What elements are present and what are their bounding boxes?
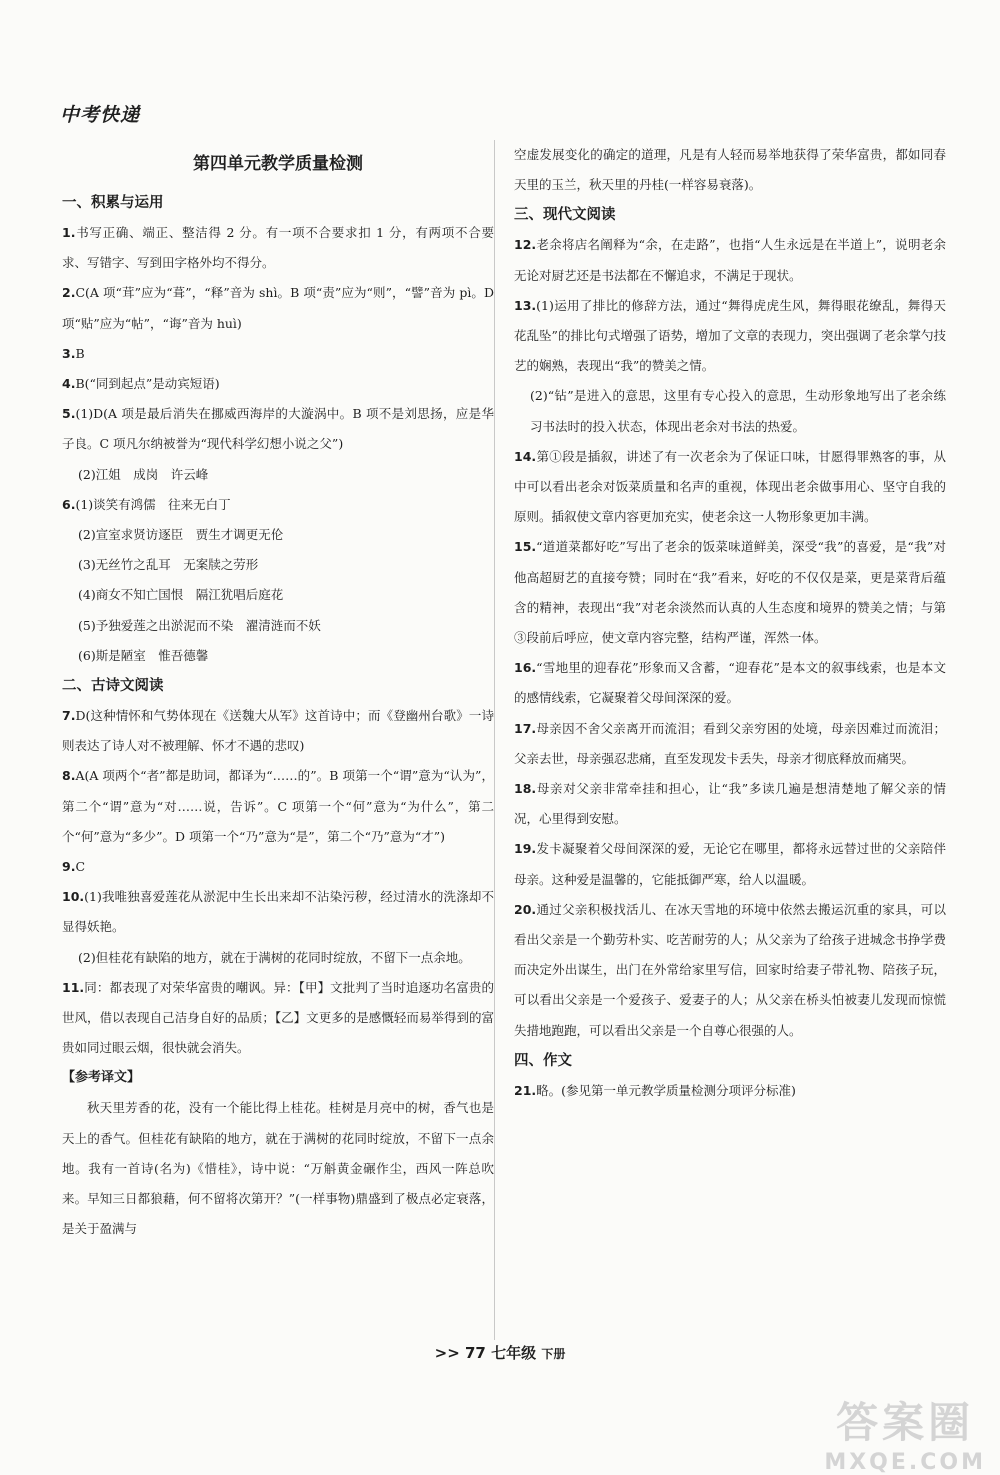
- question-text: 老余将店名阐释为“余，在走路”，也指“人生永远是在半道上”，说明老余无论对厨艺还是书法都在不懈追求，不满足于现状。: [514, 237, 946, 283]
- question-5: [62, 399, 494, 490]
- watermark-text: 答案圈: [836, 1398, 975, 1447]
- question-20: [514, 895, 946, 1046]
- question-1: [62, 218, 494, 278]
- section-heading-3: 三、现代文阅读: [514, 207, 616, 224]
- sub-answer: (2)宣室求贤访逐臣 贾生才调更无伦: [78, 527, 284, 543]
- question-text: “雪地里的迎春花”形象而又含蓄，“迎春花”是本文的叙事线索，也是本文的感情线索，它凝聚着父母间深深的爱。: [514, 660, 946, 706]
- page-title: 第四单元教学质量检测: [193, 154, 363, 174]
- section-heading-4: 四、作文: [514, 1052, 572, 1069]
- question-number: 11.: [62, 979, 85, 995]
- question-10: [62, 882, 494, 973]
- grade-label: 七年级: [491, 1344, 537, 1362]
- sub-answer: (2)但桂花有缺陷的地方，就在于满树的花同时绽放，不留下一点余地。: [78, 949, 471, 965]
- question-text: D(这种情怀和气势体现在《送魏大从军》这首诗中；而《登幽州台歌》一诗则表达了诗人对不被理解、怀才不遇的悲叹): [62, 708, 494, 754]
- question-13: [514, 291, 946, 442]
- question-text: 母亲因不舍父亲离开而流泪；看到父亲穷困的处境，母亲因难过而流泪；父亲去世，母亲强忍悲痛，直至发现发卡丢失，母亲才彻底释放而痛哭。: [514, 720, 946, 766]
- question-9: [62, 852, 494, 882]
- question-number: 13.: [514, 297, 537, 313]
- question-number: 6.: [62, 496, 76, 512]
- question-number: 14.: [514, 448, 537, 464]
- question-12: [514, 230, 946, 290]
- question-21: [514, 1076, 946, 1106]
- question-16: [514, 653, 946, 713]
- sub-answer: (6)斯是陋室 惟吾德馨: [78, 647, 209, 663]
- section-heading-2: 二、古诗文阅读: [62, 678, 164, 695]
- question-text: 同：都表现了对荣华富贵的嘲讽。异：【甲】文批判了当时追逐功名富贵的世风，借以表现自己洁身自好的品质；【乙】文更多的是感慨轻而易举得到的富贵如同过眼云烟，很快就会消失。: [62, 979, 494, 1056]
- question-18: [514, 774, 946, 834]
- question-number: 7.: [62, 708, 76, 724]
- question-number: 18.: [514, 781, 537, 797]
- reference-translation: 秋天里芳香的花，没有一个能比得上桂花。桂树是月亮中的树，香气也是天上的香气。但桂花有缺陷的地方，就在于满树的花同时绽放，不留下一点余地。我有一首诗(名为)《惜桂》，诗中说：“万斛黄金碾作尘，西风一阵总吹来。早知三日都狼藉，何不留将次第开？”(一样事物)鼎盛到了极点必定衰落，是关于盈满与: [62, 1100, 494, 1237]
- question-number: 9.: [62, 859, 76, 875]
- question-number: 1.: [62, 225, 76, 240]
- column-divider: [494, 140, 495, 1340]
- sub-answer: (2)江姐 成岗 许云峰: [78, 466, 209, 482]
- left-column: [62, 140, 494, 1245]
- question-8: [62, 761, 494, 852]
- question-number: 10.: [62, 889, 85, 905]
- question-number: 19.: [514, 841, 537, 857]
- watermark-url: MXQE.COM: [824, 1450, 986, 1475]
- question-7: [62, 701, 494, 761]
- question-19: [514, 834, 946, 894]
- page-footer: [0, 1342, 1000, 1363]
- question-text: “道道菜都好吃”写出了老余的饭菜味道鲜美，深受“我”的喜爱，是“我”对他高超厨艺的直接夸赞；同时在“我”看来，好吃的不仅仅是菜，更是菜背后蕴含的精神，表现出“我”对老余淡然而认真的人生态度和境界的赞美之情；与第③段前后呼应，使文章内容完整，结构严谨，浑然一体。: [514, 539, 946, 646]
- question-number: 16.: [514, 660, 537, 676]
- reference-label: 【参考译文】: [62, 1070, 141, 1086]
- question-14: [514, 442, 946, 533]
- question-number: 3.: [62, 345, 76, 361]
- question-text: 书写正确、端正、整洁得 2 分。有一项不合要求扣 1 分，有两项不合要求、写错字、写到田字格外均不得分。: [62, 225, 494, 271]
- question-text: 发卡凝聚着父母间深深的爱，无论它在哪里，都将永远替过世的父亲陪伴母亲。这种爱是温馨的，它能抵御严寒，给人以温暖。: [514, 841, 946, 887]
- question-2: [62, 278, 494, 338]
- question-text: 第①段是插叙，讲述了有一次老余为了保证口味，甘愿得罪熟客的事，从中可以看出老余对饭菜质量和名声的重视，体现出老余做事用心、坚守自我的原则。插叙使文章内容更加充实，使老余这一人物形象更加丰满。: [514, 448, 946, 525]
- question-number: 2.: [62, 285, 76, 301]
- question-number: 20.: [514, 901, 537, 917]
- question-3: [62, 339, 494, 369]
- volume-label: 下册: [541, 1347, 566, 1361]
- question-text: 略。(参见第一单元教学质量检测分项评分标准): [536, 1082, 796, 1098]
- question-number: 8.: [62, 768, 76, 784]
- question-text: C(A 项“茸”应为“葺”，“释”音为 shì。B 项“责”应为“则”，“譬”音为 pì。D 项“贴”应为“帖”，“诲”音为 huì): [62, 285, 494, 331]
- reference-translation-continued: 空虚发展变化的确定的道理，凡是有人轻而易举地获得了荣华富贵，都如同春天里的玉兰，秋天里的丹桂(一样容易衰落)。: [514, 147, 946, 193]
- sub-answer: (3)无丝竹之乱耳 无案牍之劳形: [78, 557, 259, 573]
- question-15: [514, 532, 946, 653]
- header-label: 中考快递: [60, 104, 141, 126]
- question-11: [62, 973, 494, 1064]
- watermark-logo: [824, 1390, 986, 1475]
- question-text: (1)D(A 项是最后消失在挪威西海岸的大漩涡中。B 项不是刘思扬，应是华子良。C 项凡尔纳被誉为“现代科学幻想小说之父”): [62, 406, 494, 452]
- question-text: C: [75, 859, 86, 875]
- question-text: B: [75, 345, 85, 361]
- question-number: 4.: [62, 376, 76, 392]
- question-number: 21.: [514, 1082, 537, 1098]
- question-6: [62, 490, 494, 671]
- page-number: 77: [465, 1344, 486, 1362]
- question-number: 12.: [514, 237, 537, 253]
- question-number: 5.: [62, 406, 76, 422]
- question-text: B(“同到起点”是动宾短语): [75, 376, 220, 392]
- question-text: 母亲对父亲非常牵挂和担心，让“我”多读几遍是想清楚地了解父亲的情况，心里得到安慰。: [514, 781, 946, 827]
- question-number: 15.: [514, 539, 537, 555]
- question-text: A(A 项两个“者”都是助词，都译为“……的”。B 项第一个“谓”意为“认为”，第二个“谓”意为“对……说，告诉”。C 项第一个“何”意为“为什么”，第二个“何”意为“多少”。D 项第一个“乃”意为“是”，第二个“乃”意为“才”): [62, 768, 494, 844]
- arrow-icon: >>: [434, 1344, 460, 1362]
- question-4: [62, 369, 494, 399]
- section-heading-1: 一、积累与运用: [62, 195, 164, 211]
- question-text: (1)谈笑有鸿儒 往来无白丁: [75, 496, 231, 512]
- question-text: 通过父亲积极找活儿、在冰天雪地的环境中依然去搬运沉重的家具，可以看出父亲是一个勤劳朴实、吃苦耐劳的人；从父亲为了给孩子进城念书挣学费而决定外出谋生，出门在外常给家里写信，回家时给妻子带礼物、陪孩子玩，可以看出父亲是一个爱孩子、爱妻子的人；从父亲在桥头怕被妻儿发现而惊慌失措地跑跑，可以看出父亲是一个自尊心很强的人。: [514, 901, 946, 1038]
- question-text: (1)我唯独喜爱莲花从淤泥中生长出来却不沾染污秽，经过清水的洗涤却不显得妖艳。: [62, 889, 494, 935]
- sub-answer: (2)“钻”是进入的意思，这里有专心投入的意思，生动形象地写出了老余练习书法时的投入状态，体现出老余对书法的热爱。: [530, 388, 946, 434]
- sub-answer: (5)予独爱莲之出淤泥而不染 濯清涟而不妖: [78, 617, 321, 633]
- question-number: 17.: [514, 720, 537, 736]
- sub-answer: (4)商女不知亡国恨 隔江犹唱后庭花: [78, 587, 284, 603]
- question-text: (1)运用了排比的修辞方法，通过“舞得虎虎生风，舞得眼花缭乱，舞得天花乱坠”的排比句式增强了语势，增加了文章的表现力，突出强调了老余掌勺技艺的娴熟，表现出“我”的赞美之情。: [514, 297, 946, 374]
- question-17: [514, 714, 946, 774]
- right-column: [514, 140, 946, 1106]
